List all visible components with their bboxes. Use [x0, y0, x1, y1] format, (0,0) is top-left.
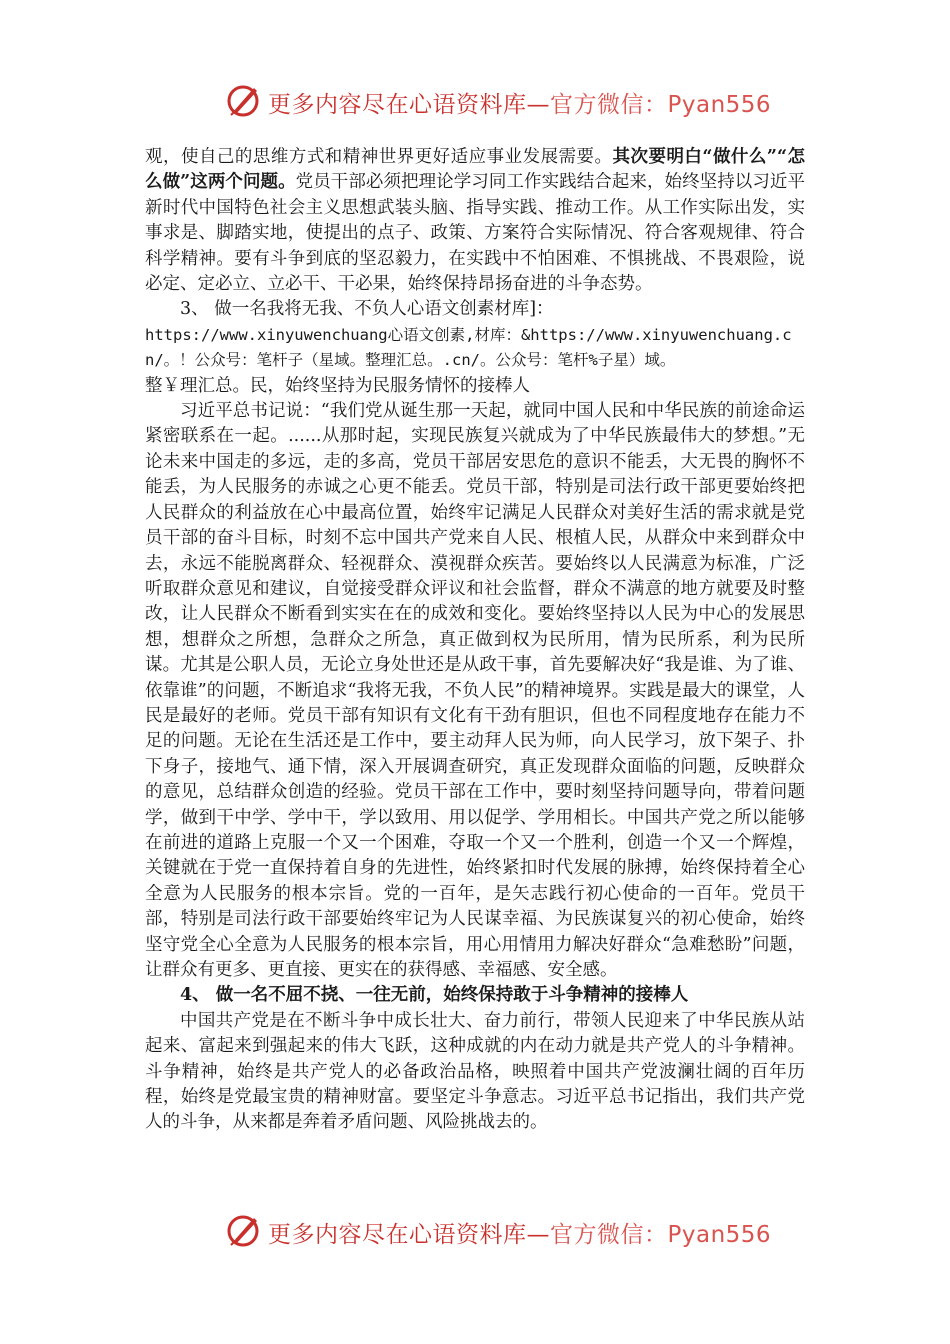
- section-4-heading: 4、 做一名不屈不挠、一往无前，始终保持敢于斗争精神的接棒人: [180, 985, 689, 1006]
- paragraph-3: 习近平总书记说：“我们党从诞生那一天起，就同中国人民和中华民族的前途命运紧密联系在一起。......从那时起，实现民族复兴就成为了中华民族最伟大的梦想。”无论未来中国走的多远，走的多高，党员干部居安思危的意识不能丢，大无畏的胸怀不能丢，为人民服务的赤诚之心更不能丢。党员干部，特别是司法行政干部更要始终把人民群众的利益放在心中最高位置，始终牢记满足人民群众对美好生活的需求就是党员干部的奋斗目标，时刻不忘中国共产党来自人民、根植人民，从群众中来到群众中去，永远不能脱离群众、轻视群众、漠视群众疾苦。要始终以人民满意为标准，广泛听取群众意见和建议，自觉接受群众评议和社会监督，群众不满意的地方就要及时整改，让人民群众不断看到实实在在的成效和变化。要始终坚持以人民为中心的发展思想，想群众之所想，急群众之所急，真正做到权为民所用，情为民所系，利为民所谋。尤其是公职人员，无论立身处世还是从政干事，首先要解决好“我是谁、为了谁、依靠谁”的问题，不断追求“我将无我，不负人民”的精神境界。实践是最大的课堂，人民是最好的老师。党员干部有知识有文化有干劲有胆识，但也不同程度地存在能力不足的问题。无论在生活还是工作中，要主动拜人民为师，向人民学习，放下架子、扑下身子，接地气、通下情，深入开展调查研究，真正发现群众面临的问题，反映群众的意见，总结群众创造的经验。党员干部在工作中，要时刻坚持问题导向，带着问题学，做到干中学、学中干，学以致用、用以促学、学用相长。中国共产党之所以能够在前进的道路上克服一个又一个困难，夺取一个又一个胜利，创造一个又一个辉煌，关键就在于党一直保持着自身的先进性，始终紧扣时代发展的脉搏，始终保持着全心全意为人民服务的根本宗旨。党的一百年，是矢志践行初心使命的一百年。党员干部，特别是司法行政干部要始终牢记为人民谋幸福、为民族谋复兴的初心使命，始终坚守党全心全意为人民服务的根本宗旨，用心用情用力解决好群众“急难愁盼”问题，让群众有更多、更直接、更实在的获得感、幸福感、安全感。: [145, 401, 805, 980]
- section-3-heading-cont: 整￥理汇总。民，始终坚持为民服务情怀的接棒人: [145, 375, 530, 396]
- paragraph-1: 观，使自己的思维方式和精神世界更好适应事业发展需要。其次要明白“做什么”“怎么做”这两个问题。党员干部必须把理论学习同工作实践结合起来，始终坚持以习近平新时代中国特色社会主义思想武装头脑、指导实践、推动工作。从工作实际出发，实事求是、脚踏实地，使提出的点子、政策、方案符合实际情况、符合客观规律、符合科学精神。要有斗争到底的坚忍毅力，在实践中不怕困难、不惧挑战、不畏艰险，说必定、定必立、立必干、干必果，始终保持昂扬奋进的斗争态势。: [145, 147, 806, 295]
- bold-statement: 其次要明白“做什么”“怎么做”这两个问题。: [145, 147, 806, 193]
- banner-text: 更多内容尽在心语资料库—官方微信：Pyan556: [268, 92, 772, 118]
- watermark-url-text: https://www.xinyuwenchuang心语文创素,材库：&https://www.xinyuwenchuang.cn/。！公众号：笔杆子（星域。整理汇总。.cn/。公众号：笔杆%子星）域。: [145, 325, 792, 370]
- pen-logo-icon: [226, 82, 262, 118]
- section-3-heading: 3、 做一名我将无我、不负人心语文创素材库]：: [180, 299, 554, 320]
- paragraph-5: 中国共产党是在不断斗争中成长壮大、奋力前行，带领人民迎来了中华民族从站起来、富起来到强起来的伟大飞跃，这种成就的内在动力就是共产党人的斗争精神。斗争精神，始终是共产党人的必备政治品格，映照着中国共产党波澜壮阔的百年历程，始终是党最宝贵的精神财富。要坚定斗争意志。习近平总书记指出，我们共产党人的斗争，从来都是奔着矛盾问题、风险挑战去的。: [145, 1010, 805, 1133]
- banner-text: 更多内容尽在心语资料库—官方微信：Pyan556: [268, 1222, 772, 1248]
- pen-logo-icon: [226, 1212, 262, 1248]
- header-banner: [0, 80, 950, 124]
- document-body: [145, 145, 805, 1136]
- footer-banner: [0, 1210, 950, 1254]
